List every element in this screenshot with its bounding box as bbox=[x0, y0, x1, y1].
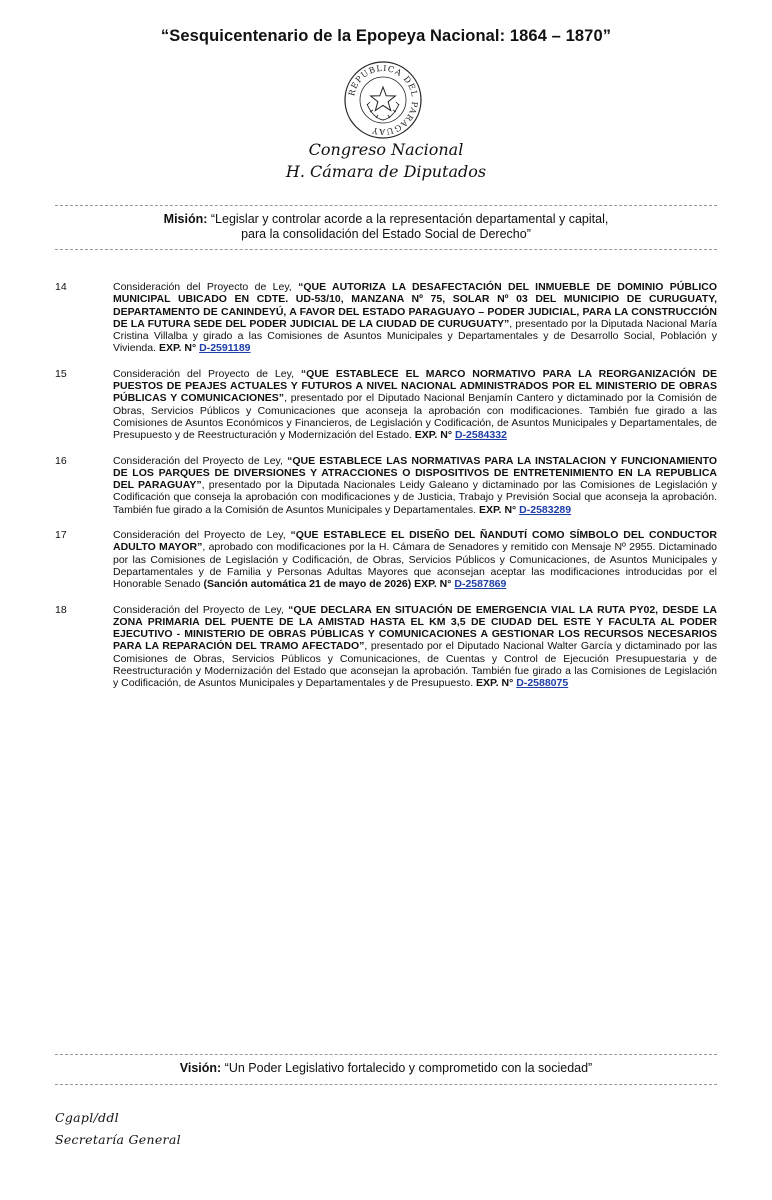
agenda-item bbox=[55, 281, 717, 355]
page-title: “Sesquicentenario de la Epopeya Nacional: 1864 – 1870” bbox=[160, 27, 612, 45]
sanction-note: (Sanción automática 21 de mayo de 2026) bbox=[203, 578, 412, 591]
coat-of-arms-seal bbox=[343, 60, 423, 140]
bill-title: “QUE ESTABLECE EL MARCO NORMATIVO PARA LA REORGANIZACIÓN DE PUESTOS DE PEAJES ACTUALES Y FUTUROS A NIVEL NACIONAL ADMINISTRADOS POR EL MINISTERIO DE OBRAS PÚBLICAS Y COMUNICACIONES” bbox=[113, 367, 717, 405]
footer-office: Secretaría General bbox=[55, 1132, 181, 1147]
vision-text: “Un Poder Legislativo fortalecido y comprometido con la sociedad” bbox=[221, 1061, 593, 1075]
bill-title: “QUE ESTABLECE EL DISEÑO DEL ÑANDUTÍ COMO SÍMBOLO DEL CONDUCTOR ADULTO MAYOR” bbox=[113, 529, 717, 554]
agenda-item bbox=[55, 455, 717, 516]
divider bbox=[55, 249, 717, 250]
item-text: Consideración del Proyecto de Ley, “QUE ESTABLECE EL MARCO NORMATIVO PARA LA REORGANIZACIÓN DE PUESTOS DE PEAJES ACTUALES Y FUTUROS A NIVEL NACIONAL ADMINISTRADOS POR EL MINISTERIO DE OBRAS PÚBLICAS Y COMUNICACIONES”, presentado por el Diputado Nacional Benjamín Cantero y dictaminado por la Comisión de Obras, Servicios Públicos y Comunicaciones que aconseja la aprobación con modificaciones. También fue girado a las Comisiones de Asuntos Económicos y Financieros, de Legislación y Codificación, de Asuntos Municipales y Departamentales, de Presupuesto y de Reestructuración y Modernización del Estado. EXP. N° D-2584332 bbox=[113, 367, 717, 442]
bill-title: “QUE AUTORIZA LA DESAFECTACIÓN DEL INMUEBLE DE DOMINIO PÚBLICO MUNICIPAL UBICADO EN CDTE. UD-53/10, MANZANA Nº 75, SOLAR Nº 03 DEL MUNICIPIO DE CURUGUATY, DEPARTAMENTO DE CANINDEYÚ, A FAVOR DEL ESTADO PARAGUAYO – PODER JUDICIAL, PARA LA CONSTRUCCIÓN DE LA FUTURA SEDE DEL PODER JUDICIAL DE LA CIUDAD DE CURUGUATY” bbox=[113, 281, 717, 330]
item-text: Consideración del Proyecto de Ley, “QUE DECLARA EN SITUACIÓN DE EMERGENCIA VIAL LA RUTA PY02, DESDE LA ZONA PRIMARIA DEL PUENTE DE LA AMISTAD HASTA EL KM 3,5 DE CIUDAD DEL ESTE Y FACULTA AL PODER EJECUTIVO - MINISTERIO DE OBRAS PÚBLICAS Y COMUNICACIONES A GESTIONAR LOS RECURSOS NECESARIOS PARA LA REPARACIÓN DEL TRAMO AFECTADO”, presentado por el Diputado Nacional Walter García y dictaminado por las Comisiones de Obras, Servicios Públicos y Comunicaciones, de Cuentas y Control de Ejecución Presupuestaria y de Reestructuración y Modernización del Estado que aconsejan la aprobación. También fue girado a las Comisiones de Legislación y Codificación, de Asuntos Municipales y Departamentales y de Presupuesto. EXP. N° D-2588075 bbox=[113, 603, 717, 690]
file-link[interactable]: D-2591189 bbox=[199, 342, 251, 355]
item-number: 15 bbox=[55, 367, 67, 380]
item-text: Consideración del Proyecto de Ley, “QUE ESTABLECE LAS NORMATIVAS PARA LA INSTALACION Y FUNCIONAMIENTO DE LOS PARQUES DE DIVERSIONES Y ATRACCIONES O DISPOSITIVOS DE ENTRETENIMIENTO EN LA REPUBLICA DEL PARAGUAY”, presentado por la Diputada Nacionales Leidy Galeano y dictaminado por las Comisiones de Legislación y Codificación que conseja la aprobación con modificaciones y de Justicia, Trabajo y Previsión Social que aconseja la aprobación. También fue girado a la Comisión de Asuntos Municipales y Departamentales. EXP. N° D-2583289 bbox=[113, 454, 717, 516]
item-number: 16 bbox=[55, 454, 67, 467]
agenda-items bbox=[55, 281, 717, 703]
agenda-item bbox=[55, 604, 717, 690]
svg-text:REPUBLICA DEL PARAGUAY: REPUBLICA DEL PARAGUAY bbox=[346, 62, 421, 138]
footer-initials: Cgapl/ddl bbox=[55, 1110, 119, 1125]
vision-label: Visión: bbox=[179, 1061, 222, 1075]
mission-label: Misión: bbox=[163, 212, 208, 226]
divider bbox=[55, 1054, 717, 1055]
divider bbox=[55, 1084, 717, 1085]
item-number: 14 bbox=[55, 281, 67, 293]
mission-line2: para la consolidación del Estado Social de Derecho” bbox=[241, 227, 531, 241]
bill-title: “QUE DECLARA EN SITUACIÓN DE EMERGENCIA VIAL LA RUTA PY02, DESDE LA ZONA PRIMARIA DEL PUENTE DE LA AMISTAD HASTA EL KM 3,5 DE CIUDAD DEL ESTE Y FACULTA AL PODER EJECUTIVO - MINISTERIO DE OBRAS PÚBLICAS Y COMUNICACIONES A GESTIONAR LOS RECURSOS NECESARIOS PARA LA REPARACIÓN DEL TRAMO AFECTADO” bbox=[113, 603, 717, 653]
mission-statement bbox=[55, 212, 717, 242]
mission-line1: “Legislar y controlar acorde a la representación departamental y capital, bbox=[207, 212, 609, 226]
file-link[interactable]: D-2583289 bbox=[519, 503, 572, 516]
item-number: 17 bbox=[55, 529, 67, 542]
divider bbox=[55, 205, 717, 206]
agenda-item bbox=[55, 529, 717, 590]
agenda-item bbox=[55, 368, 717, 442]
chamber-name-line2: H. Cámara de Diputados bbox=[285, 162, 487, 181]
bill-title: “QUE ESTABLECE LAS NORMATIVAS PARA LA INSTALACION Y FUNCIONAMIENTO DE LOS PARQUES DE DIVERSIONES Y ATRACCIONES O DISPOSITIVOS DE ENTRETENIMIENTO EN LA REPUBLICA DEL PARAGUAY” bbox=[113, 454, 717, 492]
item-text: Consideración del Proyecto de Ley, “QUE AUTORIZA LA DESAFECTACIÓN DEL INMUEBLE DE DOMINIO PÚBLICO MUNICIPAL UBICADO EN CDTE. UD-53/10, MANZANA Nº 75, SOLAR Nº 03 DEL MUNICIPIO DE CURUGUATY, DEPARTAMENTO DE CANINDEYÚ, A FAVOR DEL ESTADO PARAGUAYO – PODER JUDICIAL, PARA LA CONSTRUCCIÓN DE LA FUTURA SEDE DEL PODER JUDICIAL DE LA CIUDAD DE CURUGUATY”, presentado por la Diputada Nacional María Cristina Villalba y girado a las Comisiones de Asuntos Municipales y Departamentales y de Desarrollo Social, Población y Vivienda. EXP. N° D-2591189 bbox=[113, 281, 718, 355]
item-text: Consideración del Proyecto de Ley, “QUE ESTABLECE EL DISEÑO DEL ÑANDUTÍ COMO SÍMBOLO DEL CONDUCTOR ADULTO MAYOR”, aprobado con modificaciones por la H. Cámara de Senadores y remitido con Mensaje Nº 2955. Dictaminado por las Comisiones de Legislación y Codificación, de Obras, Servicios Públicos y Comunicaciones, de Asuntos Municipales y Departamentales y de Familia y Personas Adultas Mayores que aconsejan aceptar las modificaciones introducidas por el Honorable Senado (Sanción automática 21 de mayo de 2026) EXP. N° D-2587869 bbox=[113, 529, 718, 591]
file-link[interactable]: D-2587869 bbox=[454, 578, 507, 591]
chamber-name-line1: Congreso Nacional bbox=[308, 140, 464, 159]
file-link[interactable]: D-2588075 bbox=[516, 677, 569, 690]
vision-statement bbox=[55, 1061, 717, 1075]
item-number: 18 bbox=[55, 603, 67, 616]
file-link[interactable]: D-2584332 bbox=[454, 429, 507, 442]
